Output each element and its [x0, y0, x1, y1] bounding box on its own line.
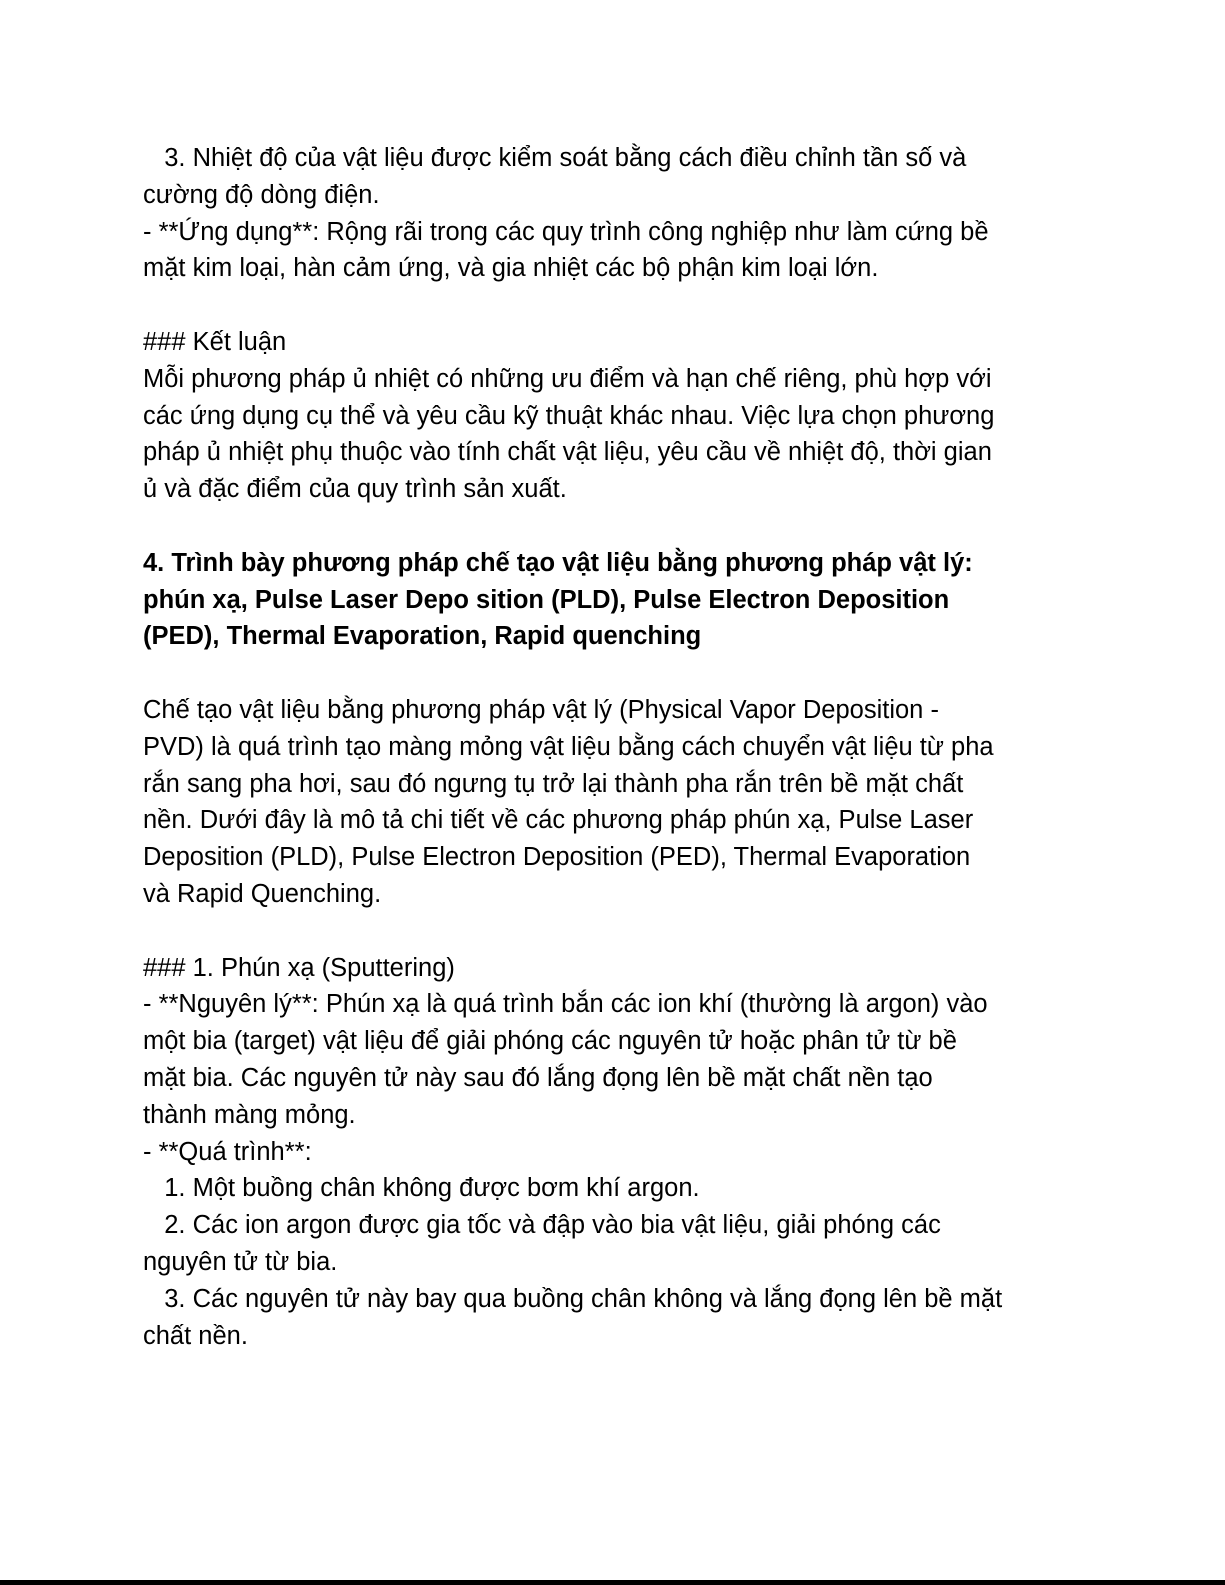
spacer	[143, 655, 1083, 692]
section-heading	[143, 545, 1083, 655]
text-line: - **Quá trình**:	[143, 1137, 312, 1166]
intro-paragraph	[143, 140, 1083, 287]
spacer	[143, 913, 1083, 950]
conclusion-section	[143, 324, 1083, 508]
pvd-intro-paragraph	[143, 692, 1083, 913]
text-line: - **Ứng dụng**: Rộng rãi trong các quy trình công nghiệp như làm cứng bề	[143, 217, 989, 246]
spacer	[143, 287, 1083, 324]
text-line: ủ và đặc điểm của quy trình sản xuất.	[143, 475, 567, 504]
text-line: Deposition (PLD), Pulse Electron Deposition (PED), Thermal Evaporation	[143, 843, 971, 872]
document-page	[143, 140, 1083, 1354]
text-line: các ứng dụng cụ thể và yêu cầu kỹ thuật khác nhau. Việc lựa chọn phương	[143, 401, 995, 430]
text-line: cường độ dòng điện.	[143, 180, 380, 209]
section-heading-line: (PED), Thermal Evaporation, Rapid quenching	[143, 622, 702, 651]
text-line: Chế tạo vật liệu bằng phương pháp vật lý (Physical Vapor Deposition -	[143, 695, 939, 724]
section-heading-line: 4. Trình bày phương pháp chế tạo vật liệu bằng phương pháp vật lý:	[143, 548, 973, 577]
text-line: và Rapid Quenching.	[143, 879, 382, 908]
spacer	[143, 508, 1083, 545]
page-bottom-border	[0, 1580, 1225, 1585]
text-line: một bia (target) vật liệu để giải phóng các nguyên tử hoặc phân tử từ bề	[143, 1027, 957, 1056]
sputtering-heading: ### 1. Phún xạ (Sputtering)	[143, 953, 455, 982]
text-line: 1. Một buồng chân không được bơm khí argon.	[143, 1174, 700, 1203]
text-line: pháp ủ nhiệt phụ thuộc vào tính chất vật liệu, yêu cầu về nhiệt độ, thời gian	[143, 438, 992, 467]
text-line: 2. Các ion argon được gia tốc và đập vào bia vật liệu, giải phóng các	[143, 1211, 941, 1240]
sputtering-section	[143, 950, 1083, 1355]
text-line: PVD) là quá trình tạo màng mỏng vật liệu bằng cách chuyển vật liệu từ pha	[143, 732, 994, 761]
text-line: rắn sang pha hơi, sau đó ngưng tụ trở lại thành pha rắn trên bề mặt chất	[143, 769, 964, 798]
section-heading-line: phún xạ, Pulse Laser Depo sition (PLD), Pulse Electron Deposition	[143, 585, 950, 614]
text-line: mặt kim loại, hàn cảm ứng, và gia nhiệt các bộ phận kim loại lớn.	[143, 254, 879, 283]
text-line: mặt bia. Các nguyên tử này sau đó lắng đọng lên bề mặt chất nền tạo	[143, 1063, 933, 1092]
text-line: Mỗi phương pháp ủ nhiệt có những ưu điểm và hạn chế riêng, phù hợp với	[143, 364, 992, 393]
conclusion-heading: ### Kết luận	[143, 327, 287, 356]
text-line: nền. Dưới đây là mô tả chi tiết về các phương pháp phún xạ, Pulse Laser	[143, 806, 974, 835]
text-line: chất nền.	[143, 1321, 248, 1350]
text-line: 3. Nhiệt độ của vật liệu được kiểm soát bằng cách điều chỉnh tần số và	[143, 144, 967, 172]
text-line: thành màng mỏng.	[143, 1100, 356, 1129]
text-line: - **Nguyên lý**: Phún xạ là quá trình bắn các ion khí (thường là argon) vào	[143, 990, 988, 1019]
text-line: nguyên tử từ bia.	[143, 1247, 338, 1276]
text-line: 3. Các nguyên tử này bay qua buồng chân không và lắng đọng lên bề mặt	[143, 1284, 1003, 1313]
